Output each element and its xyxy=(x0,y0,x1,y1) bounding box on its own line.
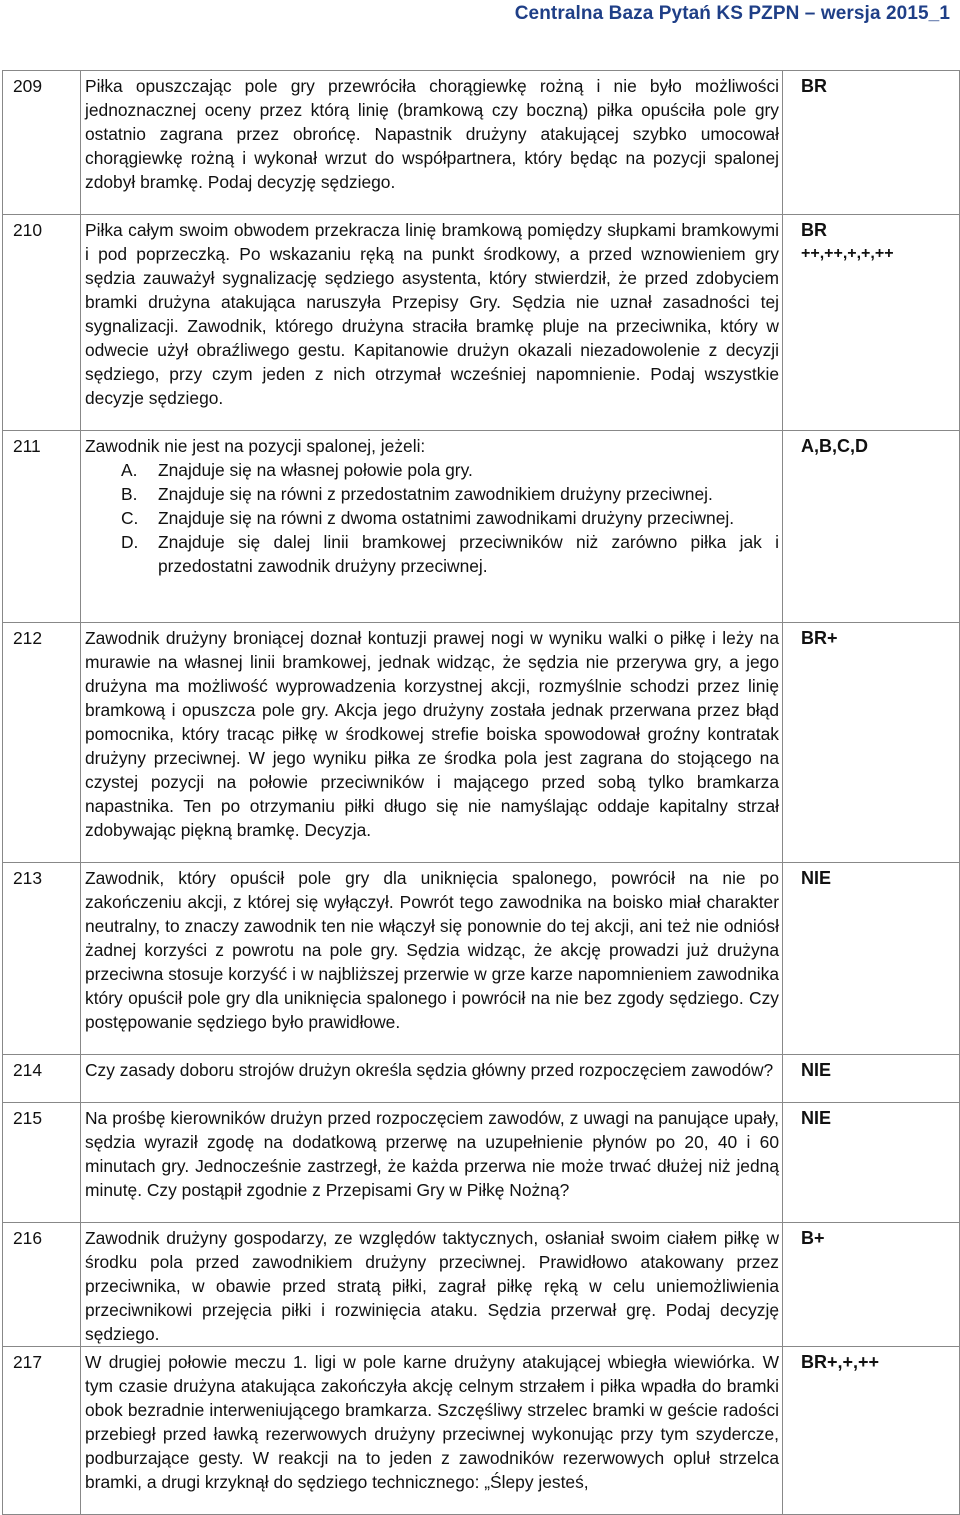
question-text: Zawodnik nie jest na pozycji spalonej, jeżeli: xyxy=(85,436,426,456)
answer-cell xyxy=(783,215,960,431)
answer-cell xyxy=(783,71,960,215)
answer-cell xyxy=(783,1055,960,1103)
answer-text: BR+ xyxy=(801,628,838,648)
answer-cell xyxy=(783,1103,960,1223)
question-row-216 xyxy=(3,1223,960,1347)
option-text: Znajduje się na własnej połowie pola gry. xyxy=(158,460,473,480)
answer-extra: ++,++,+,+,++ xyxy=(801,245,894,262)
option-text: Znajduje się na równi z dwoma ostatnimi zawodnikami drużyny przeciwnej. xyxy=(158,508,735,528)
answer-text: BR xyxy=(801,76,827,96)
question-number: 216 xyxy=(3,1223,81,1347)
question-number: 215 xyxy=(3,1103,81,1223)
question-row-211 xyxy=(3,431,960,623)
question-text: Czy zasady doboru strojów drużyn określa sędzia główny przed rozpoczęciem zawodów? xyxy=(81,1055,783,1103)
question-text: Piłka opuszczając pole gry przewróciła chorągiewkę rożną i nie było możliwości jednoznacznej oceny przez którą linię (bramkową czy boczną) piłka opuściła pole gry ostatnio zagrana przez obrońcę. Napastnik drużyny atakującej szybko umocował chorągiewkę rożną i wykonał wrzut do współpartnera, który będąc na pozycji spalonej zdobył bramkę. Podaj decyzję sędziego. xyxy=(81,71,783,215)
question-text: Zawodnik, który opuścił pole gry dla uniknięcia spalonego, powrócił na nie po zakończeniu akcji, z której się wyłączył. Powrót tego zawodnika na boisko miał charakter neutralny, to znaczy zawodnik ten nie włączył się ponownie do tej akcji, ani też nie odniósł żadnej korzyści z powrotu na pole gry. Sędzia widząc, że akcję prowadzi już drużyna przeciwna stosuje korzyść i w najbliższej przerwie w grze karze napomnieniem zawodnika który opuścił pole gry dla uniknięcia spalonego i powrócił na nie bez zgody sędziego. Czy postępowanie sędziego było prawidłowe. xyxy=(81,863,783,1055)
question-number: 209 xyxy=(3,71,81,215)
question-row-209 xyxy=(3,71,960,215)
option-c xyxy=(121,506,779,530)
answer-options xyxy=(85,458,779,578)
question-text: W drugiej połowie meczu 1. ligi w pole karne drużyny atakującej wbiegła wiewiórka. W tym czasie drużyna atakująca zakończyła akcję celnym strzałem i piłka wpadła do bramki obok bezradnie interweniującego bramkarza. Szczęśliwy strzelec bramki w geście radości przebiegł przed ławką rezerwowych drużyny przeciwnej wykonując przy tym szydercze, podburzające gesty. W reakcji na to jeden z zawodników rezerwowych opluł strzelca bramki, a drugi krzyknął do sędziego technicznego: „Ślepy jesteś, xyxy=(81,1347,783,1515)
question-text: Piłka całym swoim obwodem przekracza linię bramkową pomiędzy słupkami bramkowymi i pod poprzeczką. Po wskazaniu ręką na punkt środkowy, a przed wznowieniem gry sędzia zauważył sygnalizację sędziego asystenta, który stwierdził, że przed zdobyciem bramki drużyna atakująca naruszyła Przepisy Gry. Sędzia nie uznał zasadności tej sygnalizacji. Zawodnik, którego drużyna straciła bramkę pluje na przeciwnika, który w odwecie użył obraźliwego gestu. Kapitanowie drużyn okazali niezadowolenie z decyzji sędziego, przy czym jeden z nich otrzymał wcześniej napomnienie. Podaj wszystkie decyzje sędziego. xyxy=(81,215,783,431)
option-letter: A. xyxy=(121,460,138,480)
answer-cell xyxy=(783,1223,960,1347)
question-number: 210 xyxy=(3,215,81,431)
question-text: Zawodnik drużyny broniącej doznał kontuzji prawej nogi w wyniku walki o piłkę i leży na murawie na własnej linii bramkowej, jednak widząc, że sędzia nie przerywa gry, a jego drużyna ma możliwość wyprowadzenia korzystnej akcji, rozmyślnie schodzi przez linię bramkową i opuszcza pole gry. Akcja jego drużyny została jednak przerwana przez błąd pomocnika, który tracąc piłkę w środkowej strefie boiska spowodował groźny kontratak drużyny przeciwnej. W jego wyniku piłka ze środka pola jest zagrana do stojącego na czystej pozycji na połowie przeciwników i mającego przed sobą tylko bramkarza napastnika. Ten po otrzymaniu piłki długo się nie namyślając oddaje kapitalny strzał zdobywając piękną bramkę. Decyzja. xyxy=(81,623,783,863)
option-d xyxy=(121,530,779,578)
answer-cell xyxy=(783,863,960,1055)
question-number: 212 xyxy=(3,623,81,863)
question-row-215 xyxy=(3,1103,960,1223)
answer-text: BR+,+,++ xyxy=(801,1352,880,1372)
option-text: Znajduje się dalej linii bramkowej przeciwników niż zarówno piłka jak i przedostatni zawodnik drużyny przeciwnej. xyxy=(158,532,779,576)
answer-cell xyxy=(783,1347,960,1515)
question-row-210 xyxy=(3,215,960,431)
answer-text: NIE xyxy=(801,1108,832,1128)
question-row-213 xyxy=(3,863,960,1055)
option-letter: C. xyxy=(121,508,139,528)
question-row-217 xyxy=(3,1347,960,1515)
question-text: Na prośbę kierowników drużyn przed rozpoczęciem zawodów, z uwagi na panujące upały, sędzia wyraził zgodę na dodatkową przerwę na uzupełnienie płynów po 20, 40 i 60 minutach gry. Jednocześnie zastrzegł, że każda przerwa nie może trwać dłużej niż jedną minutę. Czy postąpił zgodnie z Przepisami Gry w Piłkę Nożną? xyxy=(81,1103,783,1223)
question-number: 217 xyxy=(3,1347,81,1515)
question-number: 211 xyxy=(3,431,81,623)
answer-text: BR xyxy=(801,220,827,240)
questions-table xyxy=(2,70,960,1515)
answer-cell xyxy=(783,431,960,623)
question-number: 213 xyxy=(3,863,81,1055)
answer-text: NIE xyxy=(801,868,832,888)
answer-cell xyxy=(783,623,960,863)
option-letter: D. xyxy=(121,532,139,552)
answer-text: NIE xyxy=(801,1060,832,1080)
option-letter: B. xyxy=(121,484,138,504)
option-b xyxy=(121,482,779,506)
answer-text: A,B,C,D xyxy=(801,436,868,456)
question-row-212 xyxy=(3,623,960,863)
page-header-title: Centralna Baza Pytań KS PZPN – wersja 2015_1 xyxy=(514,3,950,24)
question-cell xyxy=(81,431,783,623)
question-text: Zawodnik drużyny gospodarzy, ze względów taktycznych, osłaniał swoim ciałem piłkę w środku pola przed zawodnikiem drużyny przeciwnej. Prawidłowo atakowany przez przeciwnika, w obawie przed stratą piłki, zagrał piłkę ręką w celu uniemożliwienia przeciwnikowi przejęcia piłki i rozwinięcia ataku. Sędzia przerwał grę. Podaj decyzję sędziego. xyxy=(81,1223,783,1347)
question-number: 214 xyxy=(3,1055,81,1103)
answer-text: B+ xyxy=(801,1228,825,1248)
option-text: Znajduje się na równi z przedostatnim zawodnikiem drużyny przeciwnej. xyxy=(158,484,713,504)
option-a xyxy=(121,458,779,482)
question-row-214 xyxy=(3,1055,960,1103)
